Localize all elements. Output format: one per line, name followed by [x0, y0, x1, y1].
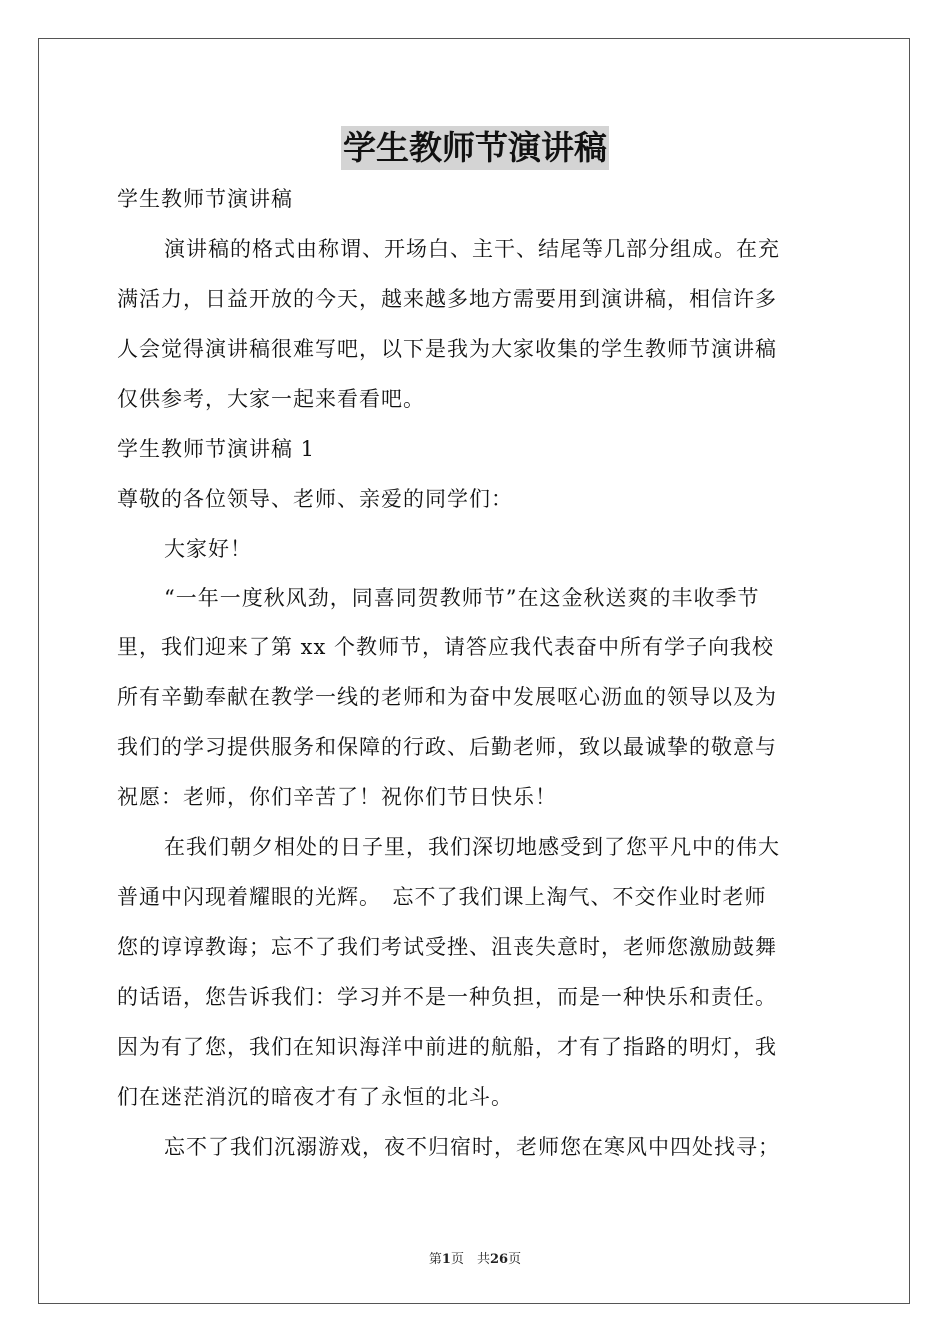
paragraph-line: “一年一度秋风劲，同喜同贺教师节”在这金秋送爽的丰收季节: [164, 586, 760, 610]
paragraph-line: 我们的学习提供服务和保障的行政、后勤老师，致以最诚挚的敬意与: [117, 735, 777, 759]
paragraph-line: 仅供参考，大家一起来看看吧。: [117, 387, 425, 411]
paragraph-line: 因为有了您，我们在知识海洋中前进的航船，才有了指路的明灯，我: [117, 1035, 777, 1059]
paragraph-line: 所有辛勤奉献在教学一线的老师和为奋中发展呕心沥血的领导以及为: [117, 685, 777, 709]
paragraph-line: 祝愿：老师，你们辛苦了！祝你们节日快乐！: [117, 785, 557, 809]
paragraph-line: 的话语，您告诉我们：学习并不是一种负担，而是一种快乐和责任。: [117, 985, 777, 1009]
footer-page-total: 26: [489, 1252, 509, 1267]
paragraph-line: 们在迷茫消沉的暗夜才有了永恒的北斗。: [117, 1085, 513, 1109]
paragraph-line: 您的谆谆教诲；忘不了我们考试受挫、沮丧失意时，老师您激励鼓舞: [117, 935, 777, 959]
title-area: [0, 126, 950, 170]
footer-page-prefix: 第: [428, 1252, 442, 1267]
paragraph-line: 演讲稿的格式由称谓、开场白、主干、结尾等几部分组成。在充: [164, 237, 780, 261]
footer-page-mid: 页 共: [450, 1252, 490, 1267]
footer-page-current: 1: [441, 1252, 451, 1267]
salutation: 尊敬的各位领导、老师、亲爱的同学们：: [117, 487, 513, 511]
section-heading: 学生教师节演讲稿: [117, 187, 293, 211]
paragraph-line: 在我们朝夕相处的日子里，我们深切地感受到了您平凡中的伟大: [164, 835, 780, 859]
paragraph-line: 满活力，日益开放的今天，越来越多地方需要用到演讲稿，相信许多: [117, 287, 777, 311]
page-footer: [0, 1248, 950, 1267]
footer-page-suffix: 页: [508, 1252, 522, 1267]
page-border: [38, 38, 910, 1304]
paragraph-line: 人会觉得演讲稿很难写吧，以下是我为大家收集的学生教师节演讲稿: [117, 337, 777, 361]
greeting: 大家好！: [164, 537, 252, 561]
paragraph-line: 忘不了我们沉溺游戏，夜不归宿时，老师您在寒风中四处找寻；: [164, 1135, 780, 1159]
section-heading: 学生教师节演讲稿 1: [117, 437, 316, 461]
paragraph-line: 里，我们迎来了第 xx 个教师节，请答应我代表奋中所有学子向我校: [117, 635, 775, 659]
paragraph-line: 普通中闪现着耀眼的光辉。 忘不了我们课上淘气、不交作业时老师: [117, 885, 767, 909]
document-title: 学生教师节演讲稿: [341, 126, 609, 170]
